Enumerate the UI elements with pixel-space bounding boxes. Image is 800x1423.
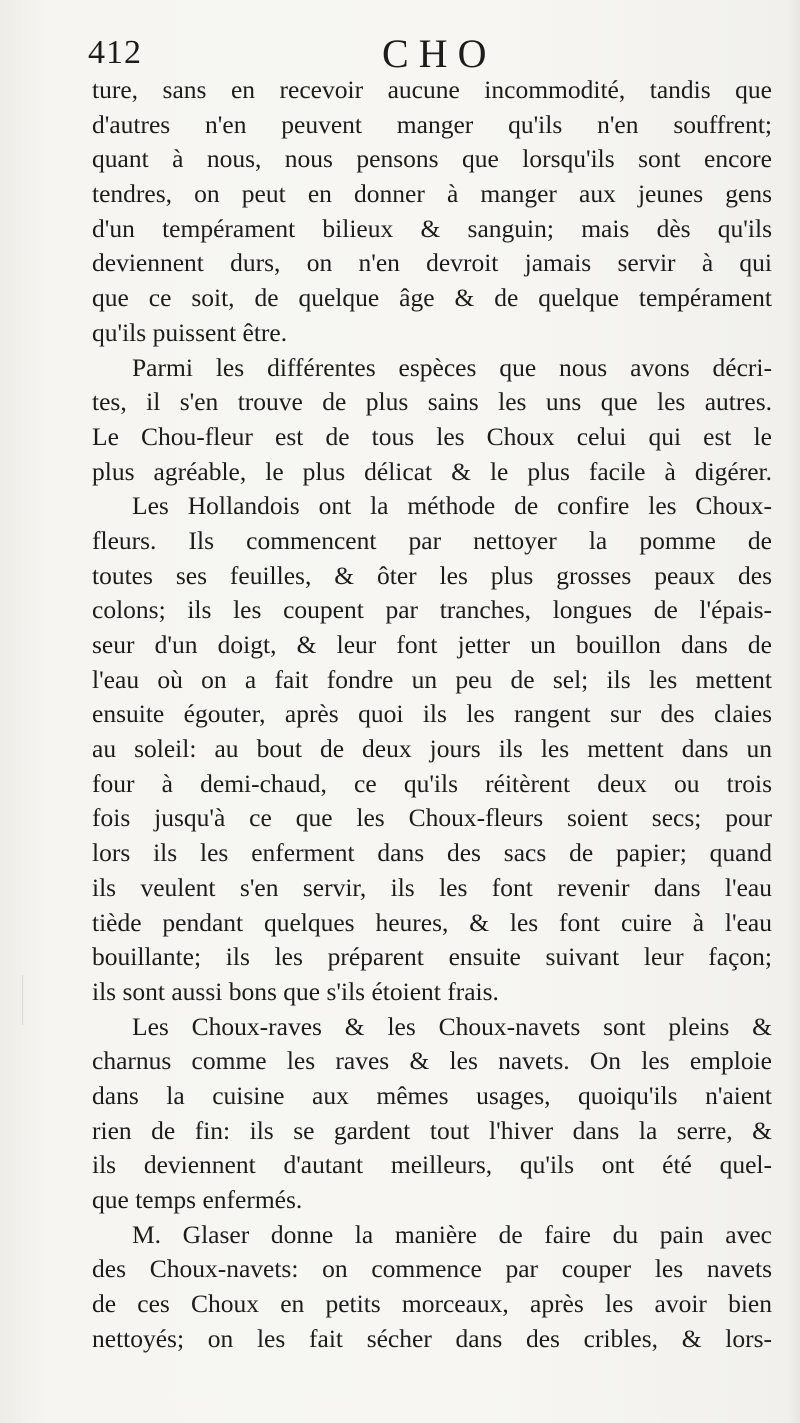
text-line: ils veulent s'en servir, ils les font revenir dans l'eau	[92, 872, 772, 902]
running-head	[88, 30, 778, 76]
text-line: colons; ils les coupent par tranches, longues de l'épais-	[92, 595, 772, 625]
text-line: ensuite égouter, après quoi ils les rangent sur des claies	[92, 699, 772, 729]
text-line: de ces Choux en petits morceaux, après les avoir bien	[92, 1289, 772, 1319]
text-line: d'autres n'en peuvent manger qu'ils n'en souffrent;	[92, 109, 772, 139]
text-line: ils deviennent d'autant meilleurs, qu'ils ont été quel-	[92, 1150, 772, 1180]
text-line: ils sont aussi bons que s'ils étoient frais.	[92, 976, 499, 1006]
text-line: fleurs. Ils commencent par nettoyer la pomme de	[92, 525, 772, 555]
text-line: Parmi les différentes espèces que nous avons décri-	[132, 352, 772, 382]
text-line: charnus comme les raves & les navets. On les emploie	[92, 1046, 772, 1076]
text-line: des Choux-navets: on commence par couper les navets	[92, 1254, 772, 1284]
text-line: que temps enfermés.	[92, 1185, 303, 1214]
text-line: d'un tempérament bilieux & sanguin; mais dès qu'ils	[92, 213, 772, 243]
text-line: quant à nous, nous pensons que lorsqu'ils sont encore	[92, 144, 772, 174]
margin-mark	[22, 975, 33, 1025]
text-line: au soleil: au bout de deux jours ils les mettent dans un	[92, 734, 772, 764]
text-line: deviennent durs, on n'en devroit jamais servir à qui	[92, 248, 772, 278]
text-line: Les Hollandois ont la méthode de confire les Choux-	[132, 491, 772, 521]
text-line: Les Choux-raves & les Choux-navets sont pleins &	[132, 1011, 772, 1041]
text-line: nettoyés; on les fait sécher dans des cribles, & lors-	[92, 1323, 772, 1353]
text-line: tes, il s'en trouve de plus sains les uns que les autres.	[92, 387, 772, 417]
text-line: M. Glaser donne la manière de faire du pain avec	[132, 1219, 772, 1249]
text-line: que ce soit, de quelque âge & de quelque tempérament	[92, 283, 772, 313]
text-line: plus agréable, le plus délicat & le plus facile à digérer.	[92, 456, 772, 486]
text-line: bouillante; ils les préparent ensuite suivant leur façon;	[92, 942, 772, 972]
text-line: Le Chou-fleur est de tous les Choux celui qui est le	[92, 421, 772, 451]
text-line: rien de fin: ils se gardent tout l'hiver dans la serre, &	[92, 1115, 772, 1145]
page-edge-shadow	[786, 0, 800, 1423]
text-line: l'eau où on a fait fondre un peu de sel; ils les mettent	[92, 664, 772, 694]
text-line: ture, sans en recevoir aucune incommodité, tandis que	[92, 75, 772, 104]
text-line: dans la cuisine aux mêmes usages, quoiqu'ils n'aient	[92, 1080, 772, 1110]
text-line: tiède pendant quelques heures, & les font cuire à l'eau	[92, 907, 772, 937]
text-line: tendres, on peut en donner à manger aux jeunes gens	[92, 179, 772, 209]
text-line: seur d'un doigt, & leur font jetter un bouillon dans de	[92, 630, 772, 659]
body-text	[92, 73, 772, 1356]
text-line: qu'ils puissent être.	[92, 317, 288, 347]
text-line: four à demi-chaud, ce qu'ils réitèrent deux ou trois	[92, 768, 772, 798]
text-line: fois jusqu'à ce que les Choux-fleurs soient secs; pour	[92, 803, 772, 833]
running-title: CHO	[382, 31, 497, 76]
text-line: lors ils les enferment dans des sacs de papier; quand	[92, 838, 772, 868]
page-number: 412	[88, 34, 142, 71]
text-line: toutes ses feuilles, & ôter les plus grosses peaux des	[92, 560, 772, 590]
